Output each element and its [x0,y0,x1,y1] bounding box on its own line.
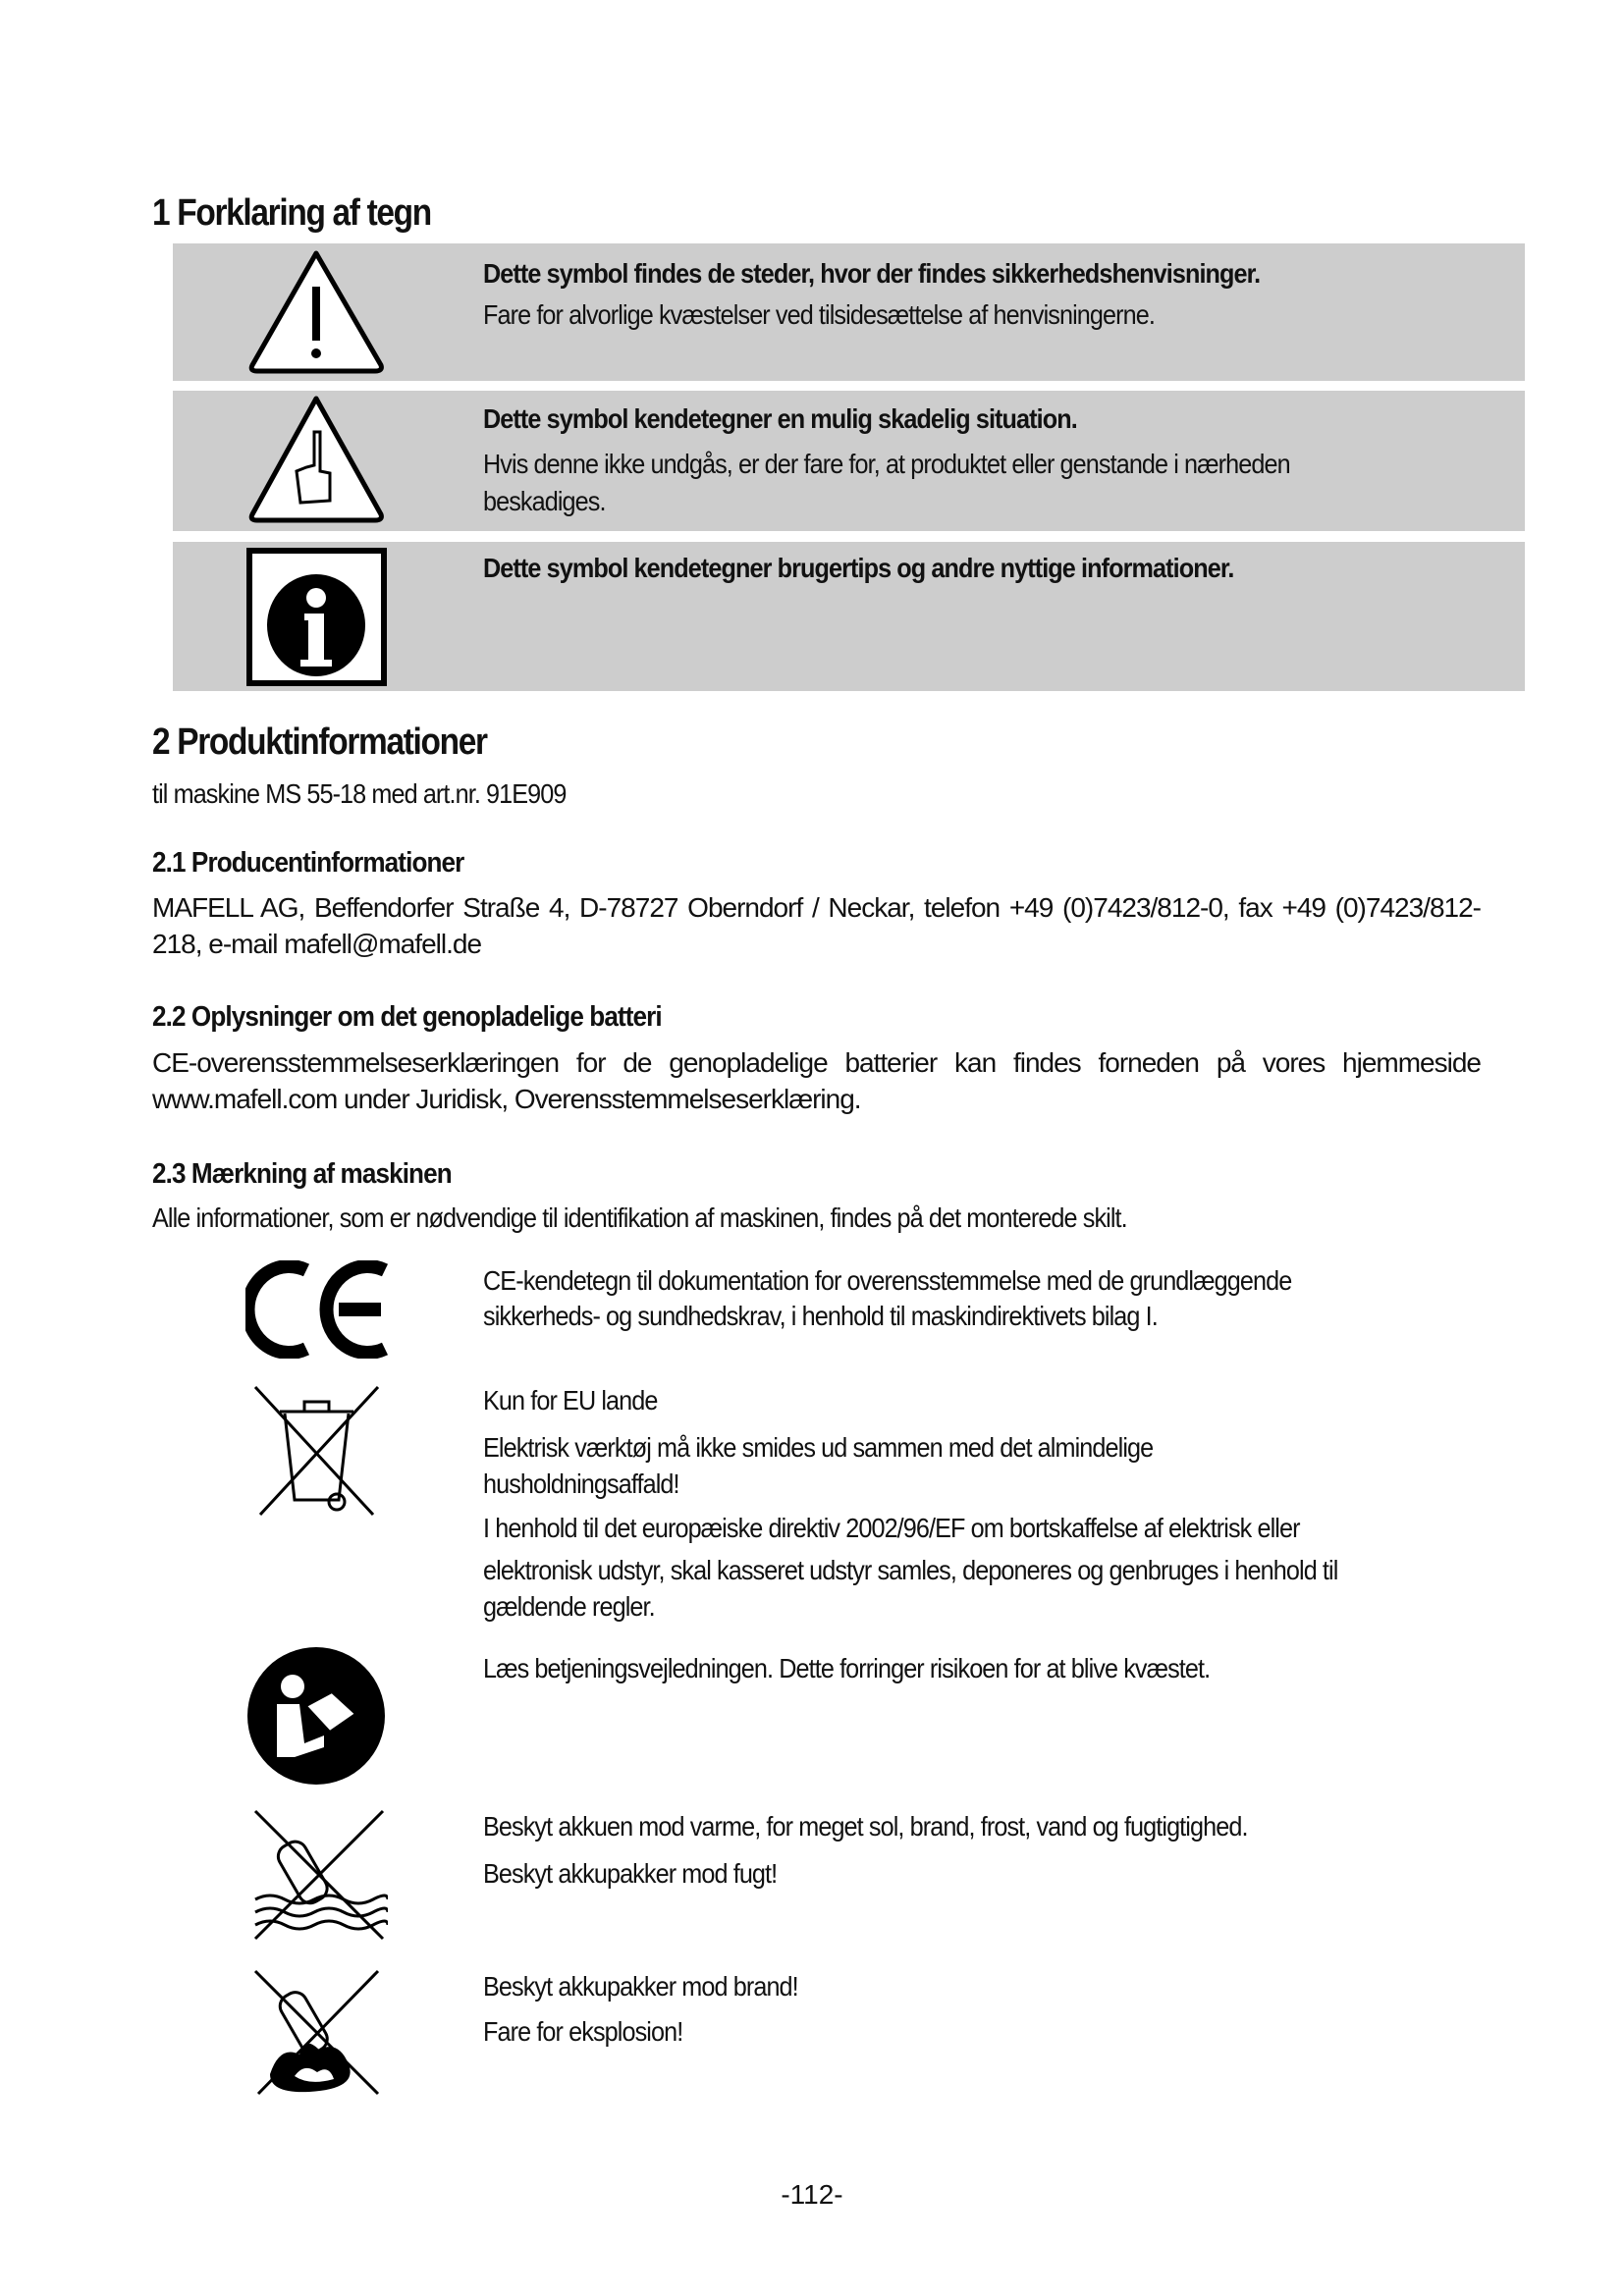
no-fire-icon [250,1966,388,2099]
section-2-heading: 2 Produktinformationer [152,721,487,763]
symbol-text: elektronisk udstyr, skal kasseret udstyr samles, deponeres og genbruges i henhold til [483,1555,1338,1585]
symbol-text: Fare for eksplosion! [483,2016,683,2047]
symbol-text: CE-kendetegn til dokumentation for overensstemmelse med de grundlæggende [483,1265,1292,1296]
symbol-title: Dette symbol findes de steder, hvor der findes sikkerhedshenvisninger. [483,258,1261,289]
symbol-title: Dette symbol kendetegner en mulig skadelig situation. [483,403,1077,434]
symbol-text: husholdningsaffald! [483,1468,679,1499]
symbol-text: Beskyt akkuen mod varme, for meget sol, brand, frost, vand og fugtigtighed. [483,1811,1248,1842]
symbol-title: Dette symbol kendetegner brugertips og andre nyttige informationer. [483,553,1234,583]
symbol-text: Beskyt akkupakker mod brand! [483,1971,798,2002]
symbol-text: sikkerheds- og sundhedskrav, i henhold til maskindirektivets bilag I. [483,1301,1158,1331]
symbol-text: Elektrisk værktøj må ikke smides ud sammen med det almindelige [483,1432,1154,1463]
symbol-text: Kun for EU lande [483,1385,658,1415]
symbol-text: Fare for alvorlige kvæstelser ved tilsidesættelse af henvisningerne. [483,299,1155,330]
symbol-text: I henhold til det europæiske direktiv 2002/96/EF om bortskaffelse af elektrisk eller [483,1513,1300,1543]
info-icon [245,547,388,687]
section-1-heading: 1 Forklaring af tegn [152,192,431,234]
section-2-3-heading: 2.3 Mærkning af maskinen [152,1158,452,1190]
symbol-text: Beskyt akkupakker mod fugt! [483,1858,778,1889]
battery-info: CE-overensstemmelseserklæringen for de genopladelige batterier kan findes forneden på vores hjemmeside www.mafell.com under Juridisk, Overensstemmelseserklæring. [152,1047,1481,1114]
symbol-text: Hvis denne ikke undgås, er der fare for, at produktet eller genstande i nærheden [483,449,1290,479]
symbol-text: beskadiges. [483,486,606,516]
manufacturer-info: MAFELL AG, Beffendorfer Straße 4, D-78727 Oberndorf / Neckar, telefon +49 (0)7423/812-0, fax +49 (0)7423/812-218, e-mail mafell@mafell.de [152,892,1481,959]
symbol-text: gældende regler. [483,1591,655,1622]
page-number: -112- [781,2179,843,2210]
caution-hand-icon [245,393,388,525]
marking-intro: Alle informationer, som er nødvendige til identifikation af maskinen, findes på det monterede skilt. [152,1202,1127,1233]
product-intro: til maskine MS 55-18 med art.nr. 91E909 [152,778,567,809]
crossed-bin-icon [250,1382,383,1520]
warning-triangle-icon [245,247,388,375]
symbol-text: Læs betjeningsvejledningen. Dette forringer risikoen for at blive kvæstet. [483,1653,1211,1683]
section-2-2-heading: 2.2 Oplysninger om det genopladelige batteri [152,1001,662,1033]
section-2-1-heading: 2.1 Producentinformationer [152,847,464,879]
ce-mark-icon [245,1260,391,1359]
read-manual-icon [245,1645,388,1788]
no-moisture-icon [250,1806,388,1944]
